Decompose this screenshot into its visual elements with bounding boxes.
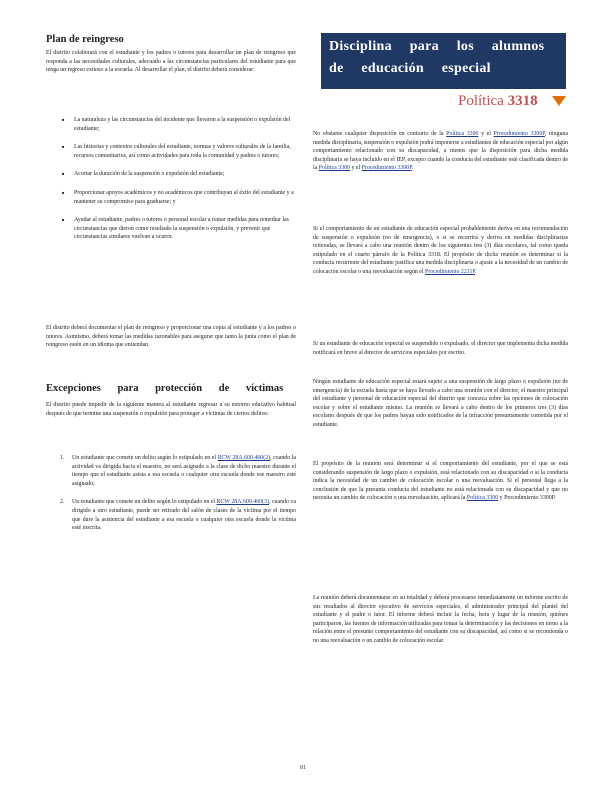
paragraph-text: y Procedimiento 3300P.	[498, 495, 556, 502]
plan-item-text: La naturaleza y las circunstancias del incidente que llevaron a la suspensión o expulsión del estudiante;	[74, 117, 291, 132]
paragraph-text: La reunión deberá documentarse en su totalidad y deberá procesarse inmediatamente un informe escrito de sus resultados al director ejecutivo de servicios especiales, el administrador principal del plantel del estudiante y el padre o tutor. El informe deberá incluir la fecha, hora y lugar de la reunión, quiénes participaron, las fuentes de información utilizadas para tomar la determinación y las decisiones en torno a la relación entre el presunto comportamiento del estudiante con su discapacidad, así como si se recomienda o no una reevaluación o un cambio de colocación escolar.	[313, 595, 568, 644]
policy-link[interactable]: Procedimiento 2211P	[425, 268, 476, 275]
paragraph-text: y el	[350, 165, 362, 172]
paragraph-text: Ningún estudiante de educación especial estará sujeto a una suspensión de largo plazo o expulsión (no de emergencia) de la escuela hasta que se haya llevado a cabo una reunión con el director, el maestro principal del estudiante y personal de educación especial del distrito que conozca sobre las opciones de colocación escolar y sobre el estudiante mismo. La reunión se llevará a cabo dentro de los primeros tres (3) días escolares después de que los padres hayan sido notificados de la infracción presuntamente cometida por el estudiante.	[313, 379, 568, 428]
policy-link[interactable]: Procedimiento 3300P	[361, 165, 412, 172]
body-paragraph	[313, 130, 568, 173]
bullet-icon: ■	[62, 117, 65, 122]
rcw-link[interactable]: RCW 28A.600.460(3)	[216, 499, 269, 506]
plan-items-list	[46, 116, 296, 252]
body-paragraph	[313, 378, 568, 430]
exception-number: 1.	[60, 455, 65, 461]
plan-item	[46, 116, 296, 133]
exception-text: Un estudiante que comete un delito según lo estipulado en el	[72, 455, 218, 461]
plan-item	[46, 143, 296, 160]
plan-item-text: Acortar la duración de la suspensión o expulsión del estudiante;	[74, 171, 225, 178]
plan-item	[46, 170, 296, 179]
policy-label	[458, 93, 538, 110]
bullet-icon: ■	[62, 144, 65, 150]
exceptions-heading: Excepciones para protección de víctimas	[46, 383, 284, 394]
exception-text: , cuando va dirigido a otro estudiante, puede ser retirado del salón de clases de la víctima por el tiempo que dure la asistencia del estudiante a esa escuela o cualquier otra escuela donde la víctima esté inscrita.	[72, 499, 296, 532]
rcw-link[interactable]: RCW 28A.600.460(2)	[217, 455, 271, 461]
exception-item	[46, 498, 296, 532]
plan-item-text: Ayudar al estudiante, padres o tutores o personal escolar a tomar medidas para remediar las circunstancias que dieron como resultado la suspensión o expulsión, y prevenir que circunstancias similares vuelvan a ocurrir.	[74, 217, 289, 241]
paragraph-text: No obstante cualquier disposición en contrario de la	[313, 131, 447, 137]
paragraph-text: .	[411, 165, 414, 172]
paragraph-text: .	[475, 268, 477, 275]
paragraph-text: Si el comportamiento de un estudiante de educación especial probablemente deriva en una recomendación de suspensión o expulsión (no de emergencia), o si se recurrirá y deriva en medidas disciplinarias reiteradas, se llevará a cabo una reunión dentro de los siguientes tres (3) días escolares, tal como queda estipulado en el cuarto párrafo de la Política 3318. El propósito de dicha reunión es determinar si la conducta recurrente del estudiante justifica una medida disciplinaria o ajuste a la necesidad de un cambio de colocación escolar o una reevaluación según el	[313, 226, 568, 275]
exceptions-list	[46, 454, 296, 543]
paragraph-text: El propósito de la reunión será determinar si el comportamiento del estudiante, por el que se está considerando suspensión de largo plazo o expulsión, está relacionado con su discapacidad o si la conducta indica la necesidad de un cambio de colocación escolar o una reevaluación. Si el personal llega a la conclusión de que la presunta conducta del estudiante no está relacionada con su discapacidad y que no necesita un cambio de colocación o una reevaluación, aplicará la	[313, 461, 568, 502]
page-number: 81	[300, 765, 306, 771]
title-banner	[321, 33, 566, 89]
paragraph-text: y el	[478, 131, 494, 137]
exceptions-intro: El distrito puede impedir de la siguiente manera al estudiante regresar a su entorno educativo habitual después de que termine una suspensión o expulsión para proteger a víctimas de ciertos delitos:	[46, 402, 296, 417]
plan-closing: El distrito deberá documentar el plan de reingreso y proporcionar una copia al estudiante y a los padres o tutores. Asimismo, deberá tomar las medidas razonables para asegurar que tanto la junta como el plan de reingreso estén en un idioma que entiendan.	[46, 325, 296, 349]
body-paragraph	[313, 225, 568, 277]
exception-text: Un estudiante que comete un delito según lo estipulado en el	[72, 499, 217, 506]
paragraph-text: Si un estudiante de educación especial es suspendido o expulsado, el director que implementa dicha medida notificará en breve al director de servicios especiales por escrito.	[313, 341, 568, 356]
body-paragraph	[313, 594, 568, 646]
bullet-icon: ■	[62, 171, 65, 177]
body-paragraph	[313, 460, 568, 503]
plan-item	[46, 189, 296, 206]
policy-link[interactable]: Política 3300	[318, 165, 350, 172]
bullet-icon: ■	[62, 189, 65, 195]
exception-number: 2.	[60, 499, 65, 506]
plan-item-text: Proporcionar apoyos académicos y no académicos que contribuyan al éxito del estudiante y a mantener su compromiso para graduarse; y	[74, 189, 294, 205]
policy-link[interactable]: Política 3300	[446, 131, 479, 137]
down-triangle-icon	[552, 96, 566, 106]
page-title: Disciplina para los alumnos de educación especial	[329, 39, 545, 76]
plan-intro: El distrito colaborará con el estudiante y los padres o tutores para desarrollar un plan de reingreso que responda a las necesidades culturales, adecuado a las circunstancias particulares del estudiante para que tenga un regreso exitoso a la escuela. Al desarrollar el plan, el distrito deberá considerar:	[46, 50, 296, 74]
plan-item	[46, 216, 296, 242]
bullet-icon: ■	[62, 217, 65, 223]
policy-number: 3318	[507, 93, 538, 109]
policy-link[interactable]: Procedimiento 3300P	[493, 131, 545, 137]
body-paragraph	[313, 340, 568, 357]
policy-word: Política	[458, 93, 504, 109]
exception-text: , cuando la actividad va dirigida hacia el maestro, no será asignado a la clase de dicho maestro durante el tiempo que el estudiante asista a esa escuela o cualquier otra escuela donde ese maestro esté asignado;	[72, 455, 296, 487]
policy-link[interactable]: Política 3300	[466, 495, 499, 502]
plan-heading: Plan de reingreso	[46, 34, 124, 45]
exception-item	[46, 454, 296, 488]
paragraph-text: , ninguna medida disciplinaria, suspensión o expulsión podrá imponerse a estudiantes de educación especial por algún comportamiento relacionado con su discapacidad, a menos que la disposición para dicha medida disciplinaria se haya incluido en el IEP, excepto cuando la conducta del estudiante esté clasificada dentro de la	[313, 131, 568, 172]
plan-item-text: Las historias y contextos culturales del estudiante, normas y valores culturales de la familia, recursos comunitarios, así como actividades para toda la comunidad y padres o tutores;	[74, 144, 291, 159]
